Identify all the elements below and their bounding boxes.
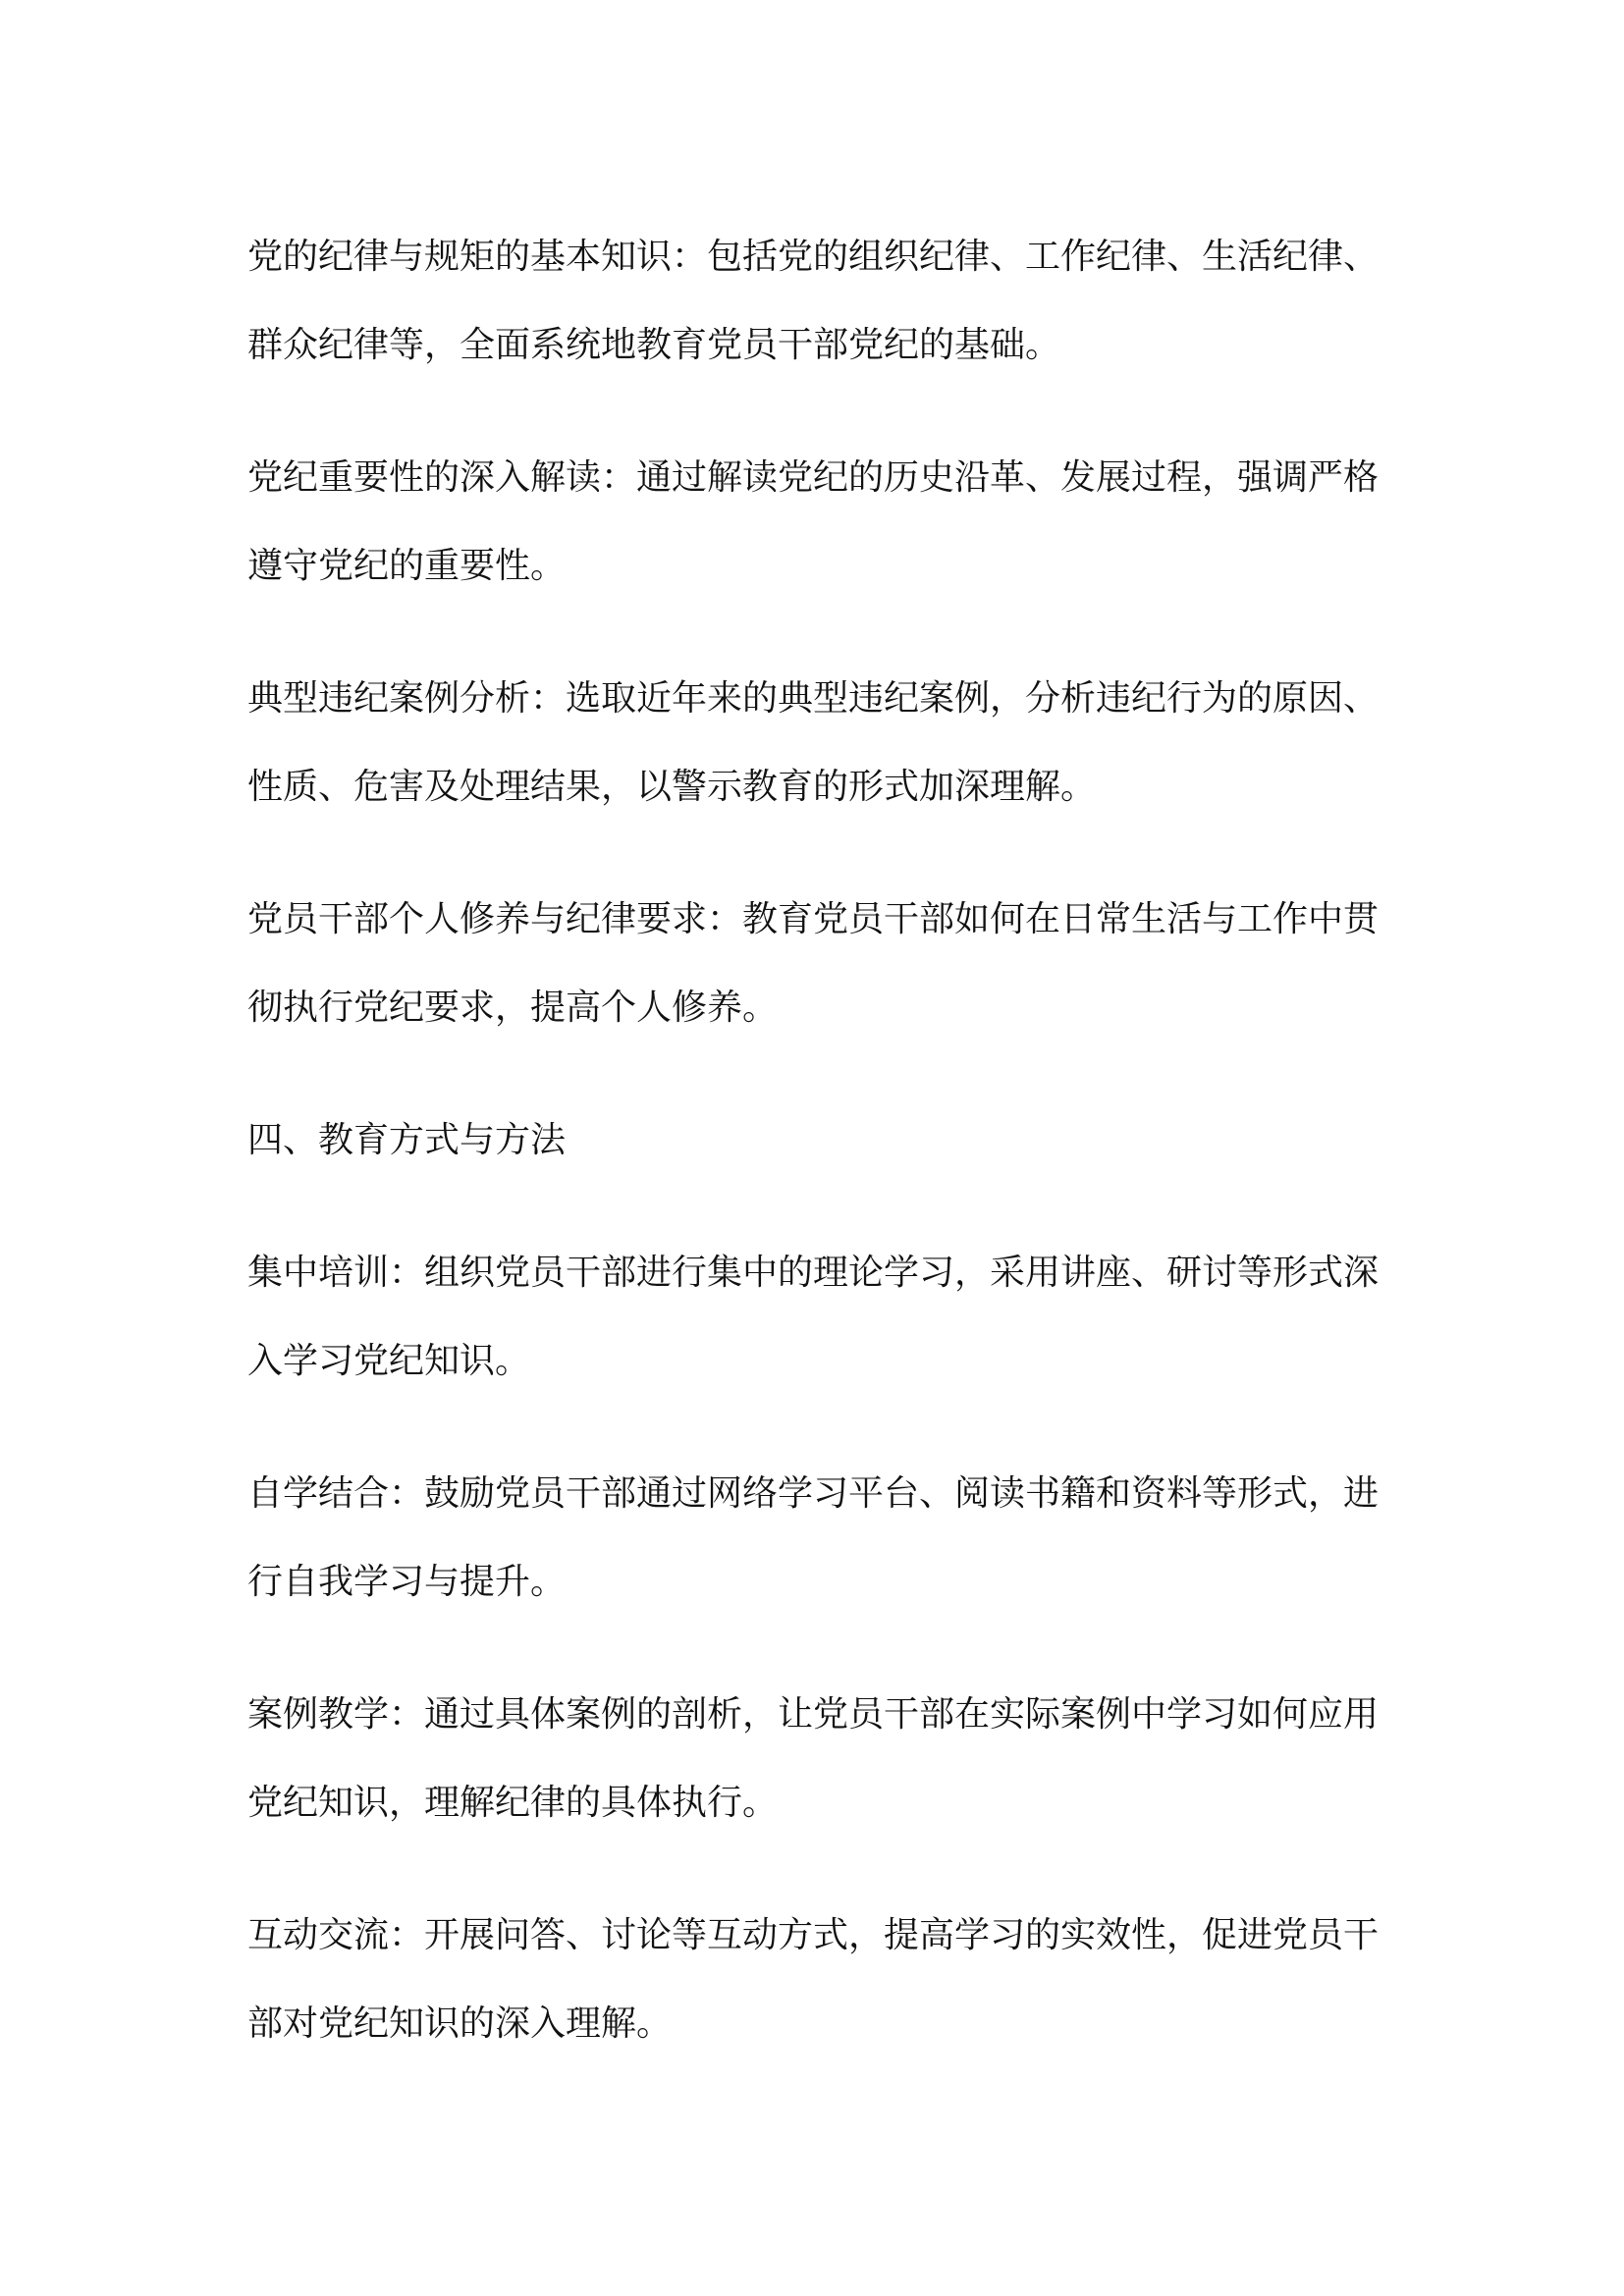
text-line: 党纪重要性的深入解读：通过解读党纪的历史沿革、发展过程，强调严格 bbox=[247, 457, 1380, 498]
paragraph bbox=[247, 1229, 1406, 1406]
text-line: 党员干部个人修养与纪律要求：教育党员干部如何在日常生活与工作中贯 bbox=[247, 899, 1380, 939]
text-line: 案例教学：通过具体案例的剖析，让党员干部在实际案例中学习如何应用 bbox=[247, 1694, 1380, 1735]
text-line: 集中培训：组织党员干部进行集中的理论学习，采用讲座、研讨等形式深 bbox=[247, 1253, 1380, 1293]
text-line: 党的纪律与规矩的基本知识：包括党的组织纪律、工作纪律、生活纪律、 bbox=[247, 237, 1380, 277]
text-line: 自学结合：鼓励党员干部通过网络学习平台、阅读书籍和资料等形式，进 bbox=[247, 1473, 1380, 1514]
paragraph bbox=[247, 876, 1406, 1052]
text-line: 性质、危害及处理结果，以警示教育的形式加深理解。 bbox=[247, 767, 1097, 807]
paragraph bbox=[247, 213, 1406, 390]
text-line: 群众纪律等，全面系统地教育党员干部党纪的基础。 bbox=[247, 325, 1061, 365]
paragraph bbox=[247, 655, 1406, 831]
text-line: 典型违纪案例分析：选取近年来的典型违纪案例，分析违纪行为的原因、 bbox=[247, 678, 1380, 719]
paragraph bbox=[247, 1450, 1406, 1627]
text-line: 彻执行党纪要求，提高个人修养。 bbox=[247, 988, 779, 1028]
paragraph bbox=[247, 1892, 1406, 2068]
text-line: 互动交流：开展问答、讨论等互动方式，提高学习的实效性，促进党员干 bbox=[247, 1915, 1380, 1955]
text-line: 部对党纪知识的深入理解。 bbox=[247, 2003, 673, 2044]
paragraph bbox=[247, 434, 1406, 611]
text-line: 入学习党纪知识。 bbox=[247, 1341, 531, 1381]
section-heading bbox=[247, 1096, 1406, 1185]
text-line: 四、教育方式与方法 bbox=[247, 1120, 567, 1160]
text-line: 党纪知识，理解纪律的具体执行。 bbox=[247, 1783, 779, 1823]
document-body bbox=[247, 213, 1406, 2112]
text-line: 遵守党纪的重要性。 bbox=[247, 546, 567, 586]
paragraph bbox=[247, 1671, 1406, 1847]
text-line: 行自我学习与提升。 bbox=[247, 1562, 567, 1602]
